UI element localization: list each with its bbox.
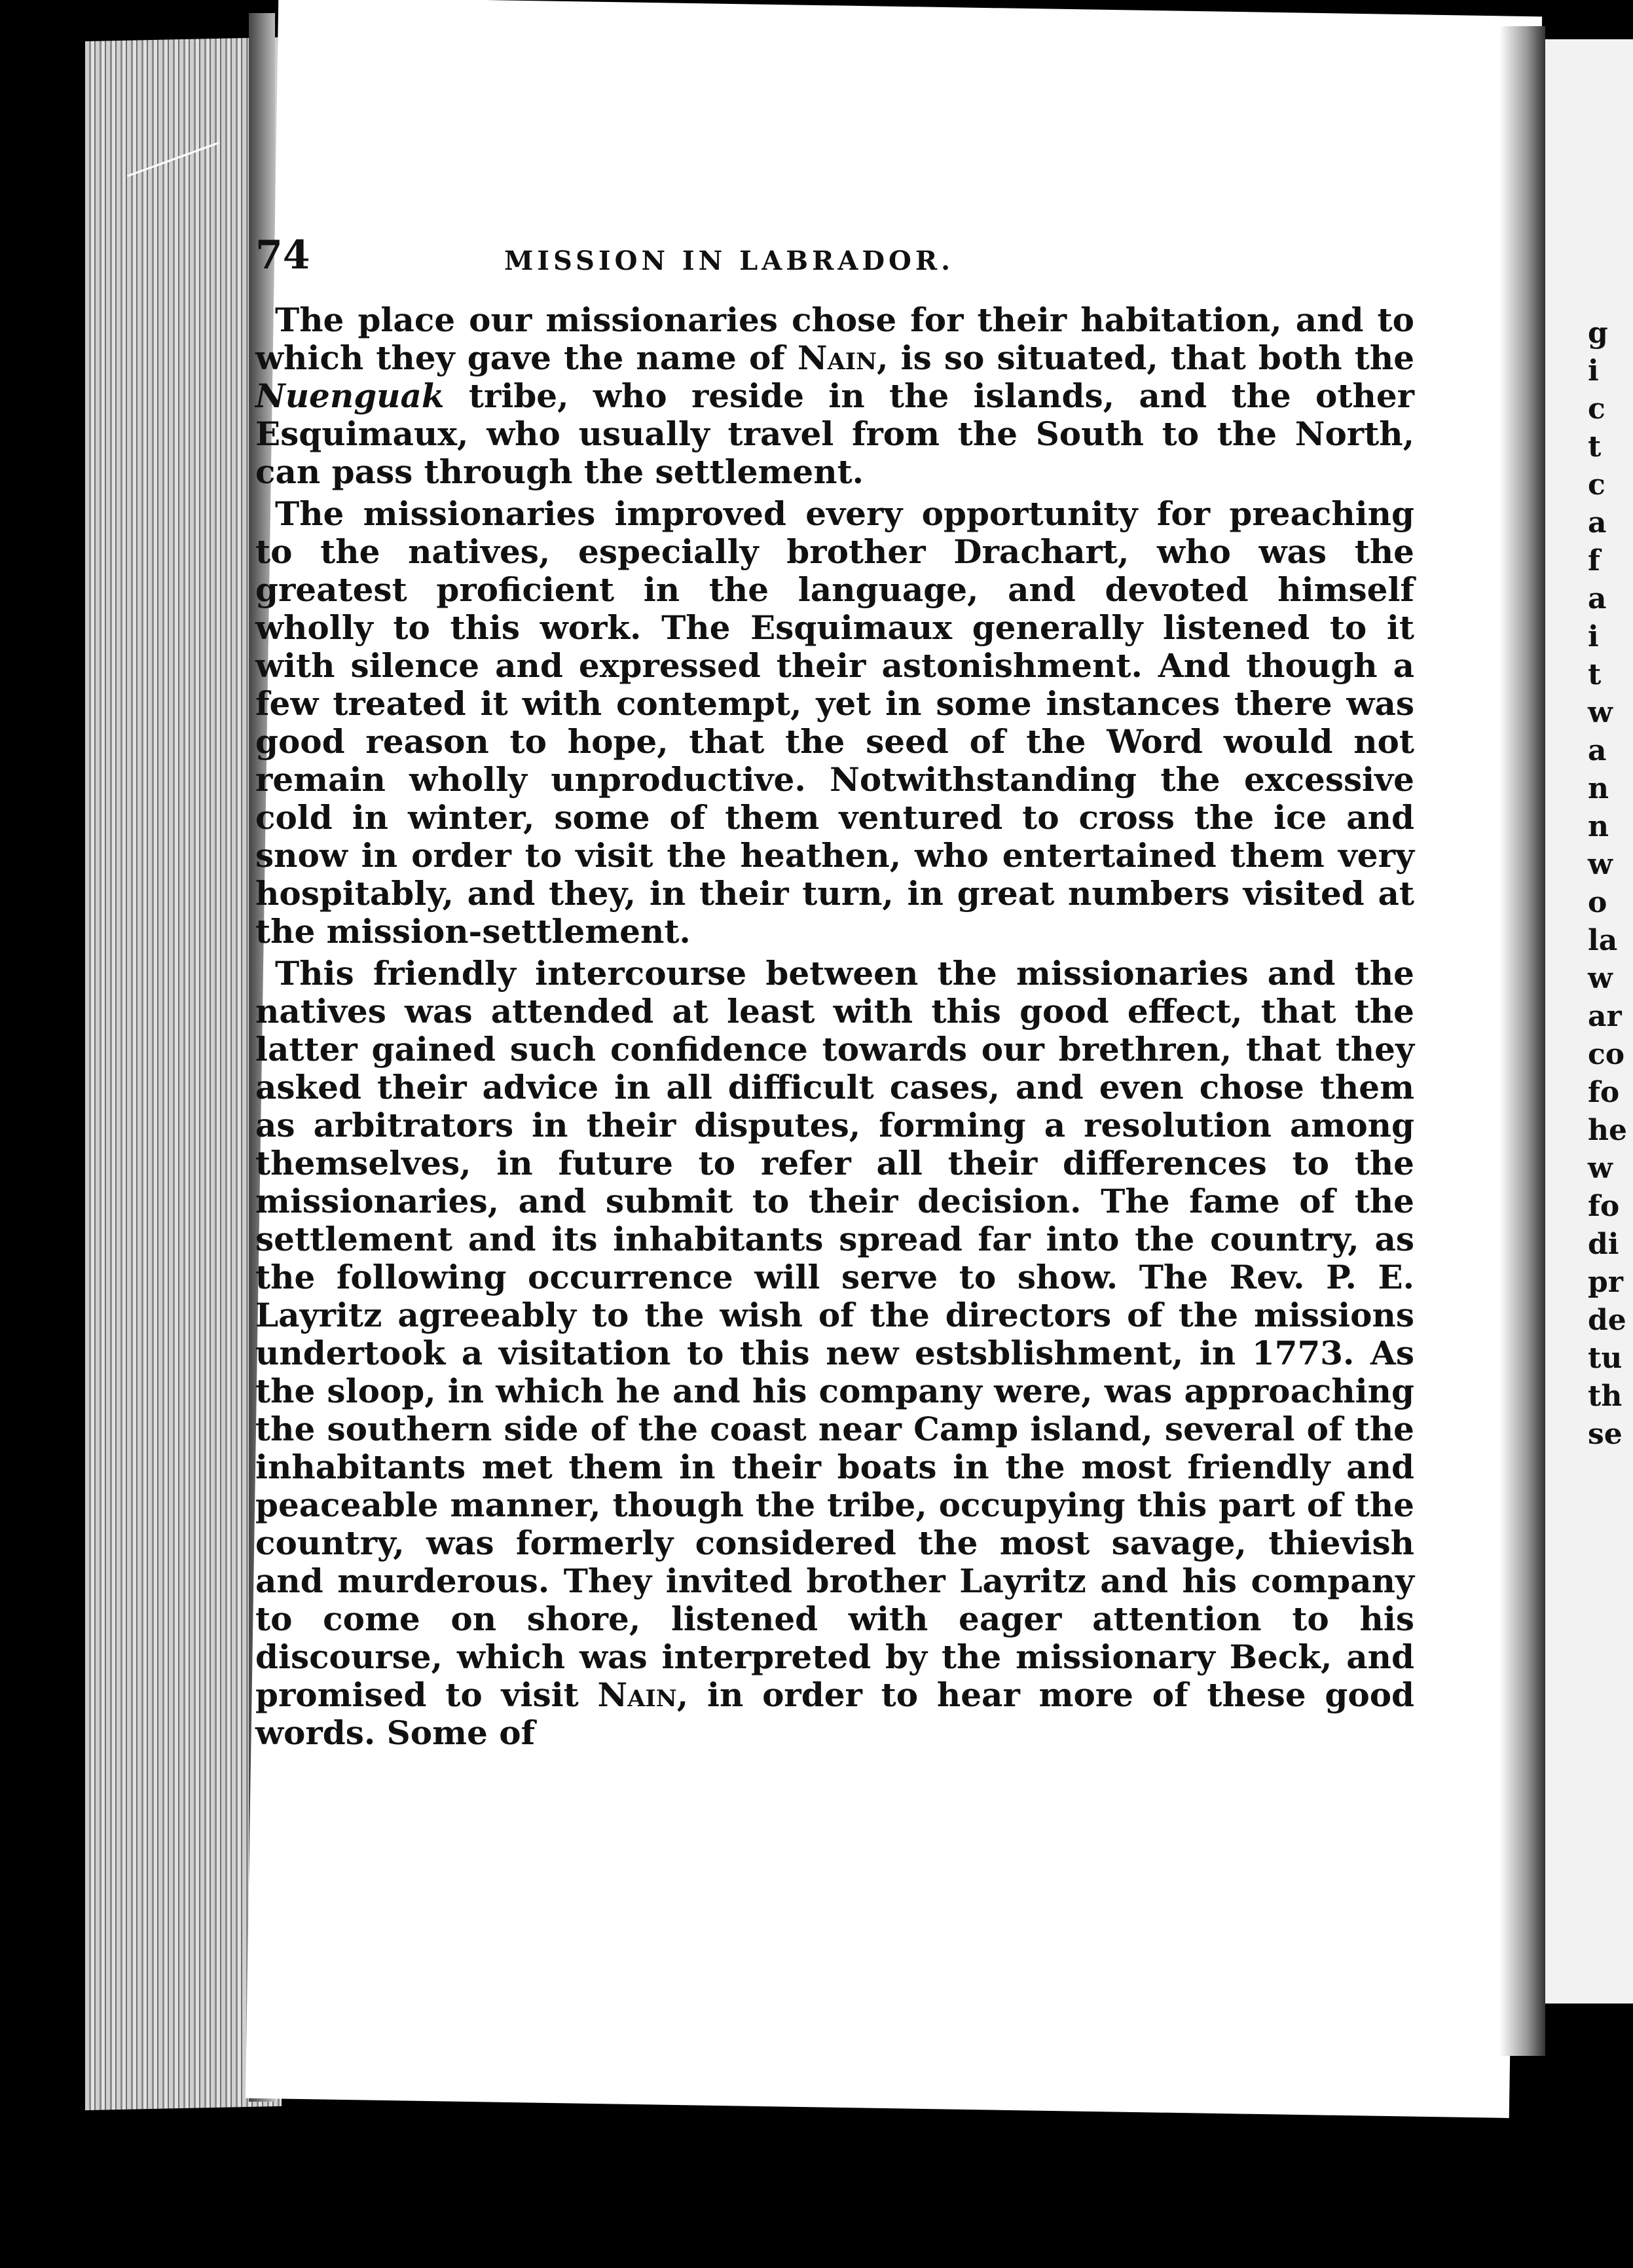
paragraph-2-text: The missionaries improved every opportunity for preaching to the natives, especially brother Drachart, who was the greatest proficient in the language, and devoted himself wholly to this work. The Esquimaux generally listened to it with silence and expressed their astonishment. And though a few treated it with contempt, yet in some instances there was good reason to hope, that the seed of the Word would not remain wholly unproductive. Notwithstanding the excessive cold in winter, some of them ventured to cross the ice and snow in order to visit the heathen, who entertained them very hospitably, and they, in their turn, in great numbers visited at the mission-settlement. xyxy=(255,494,1414,951)
facing-page-fragment: co xyxy=(1588,1038,1625,1071)
facing-page-fragment: n xyxy=(1588,810,1609,843)
place-name-nain-2: Nain xyxy=(597,1675,677,1714)
page-gutter xyxy=(1499,26,1545,2056)
paragraph-2 xyxy=(255,495,1414,951)
facing-page-fragment: n xyxy=(1588,772,1609,805)
facing-page-fragment: t xyxy=(1588,430,1602,464)
facing-page-fragment: f xyxy=(1588,544,1600,577)
tribe-name-nuenguak: Nuenguak xyxy=(255,376,445,415)
facing-page-fragment: tu xyxy=(1588,1342,1623,1375)
facing-page-text-fragments xyxy=(1588,314,1627,1454)
facing-page-fragment: th xyxy=(1588,1380,1623,1413)
page-header xyxy=(255,232,1185,285)
facing-page-fragment: t xyxy=(1588,658,1602,691)
facing-page-fragment: g xyxy=(1588,316,1608,350)
facing-page-fragment: a xyxy=(1588,582,1607,615)
facing-page-fragment: w xyxy=(1588,696,1613,729)
paragraph-3 xyxy=(255,955,1414,1752)
facing-page-fragment: i xyxy=(1588,354,1599,388)
body-text xyxy=(255,301,1414,1756)
facing-page-fragment: se xyxy=(1588,1418,1623,1451)
facing-page-fragment: i xyxy=(1588,620,1599,653)
facing-page-fragment: di xyxy=(1588,1228,1619,1261)
facing-page-fragment: w xyxy=(1588,848,1613,881)
facing-page-fragment: c xyxy=(1588,392,1605,426)
facing-page-fragment: w xyxy=(1588,1152,1613,1185)
paragraph-3-text-a: This friendly intercourse between the missionaries and the natives was attended at least with this good effect, that the latter gained such confidence towards our brethren, that they asked their advice in all difficult cases, and even chose them as arbitrators in their disputes, forming a resolution among themselves, in future to refer all their differences to the missionaries, and submit to their decision. The fame of the settlement and its inhabitants spread far into the country, as the following occurrence will serve to show. The Rev. P. E. Layritz agreeably to the wish of the directors of the missions undertook a visitation to this new estsblishment, in 1773. As the sloop, in which he and his company were, was approaching the southern side of the coast near Camp island, several of the inhabitants met them in their boats in the most friendly and peaceable manner, though the tribe, occupying this part of the country, was formerly considered the most savage, thievish and murderous. They invited brother Layritz and his company to come on shore, listened with eager attention to his discourse, which was interpreted by the missionary Beck, and promised to visit xyxy=(255,954,1414,1714)
facing-page-fragment: a xyxy=(1588,506,1607,540)
facing-page-fragment: o xyxy=(1588,886,1607,919)
page-number: 74 xyxy=(255,232,310,278)
paragraph-1-text-b: , is so situated, that both the xyxy=(877,338,1415,377)
facing-page-fragment: fo xyxy=(1588,1190,1620,1223)
facing-page-fragment: pr xyxy=(1588,1266,1623,1299)
facing-page-fragment: fo xyxy=(1588,1076,1620,1109)
place-name-nain: Nain xyxy=(797,338,877,377)
facing-page-fragment: w xyxy=(1588,962,1613,995)
facing-page-fragment: de xyxy=(1588,1304,1626,1337)
facing-page-fragment: c xyxy=(1588,468,1605,502)
facing-page-fragment: la xyxy=(1588,924,1618,957)
running-title: MISSION IN LABRADOR. xyxy=(504,246,955,276)
paragraph-3-text-b: , in order to hear more of these good words. Some of xyxy=(255,1675,1415,1752)
paragraph-1 xyxy=(255,301,1414,491)
facing-page-fragment: ar xyxy=(1588,1000,1622,1033)
paragraph-1-text-c: tribe, who reside in the islands, and the other Esquimaux, who usually travel from the South to the North, can pass through the settlement. xyxy=(255,376,1414,491)
paragraph-1-text-a: The place our missionaries chose for their habitation, and to which they gave the name of xyxy=(255,301,1414,377)
facing-page-fragment: he xyxy=(1588,1114,1627,1147)
facing-page-fragment: a xyxy=(1588,734,1607,767)
